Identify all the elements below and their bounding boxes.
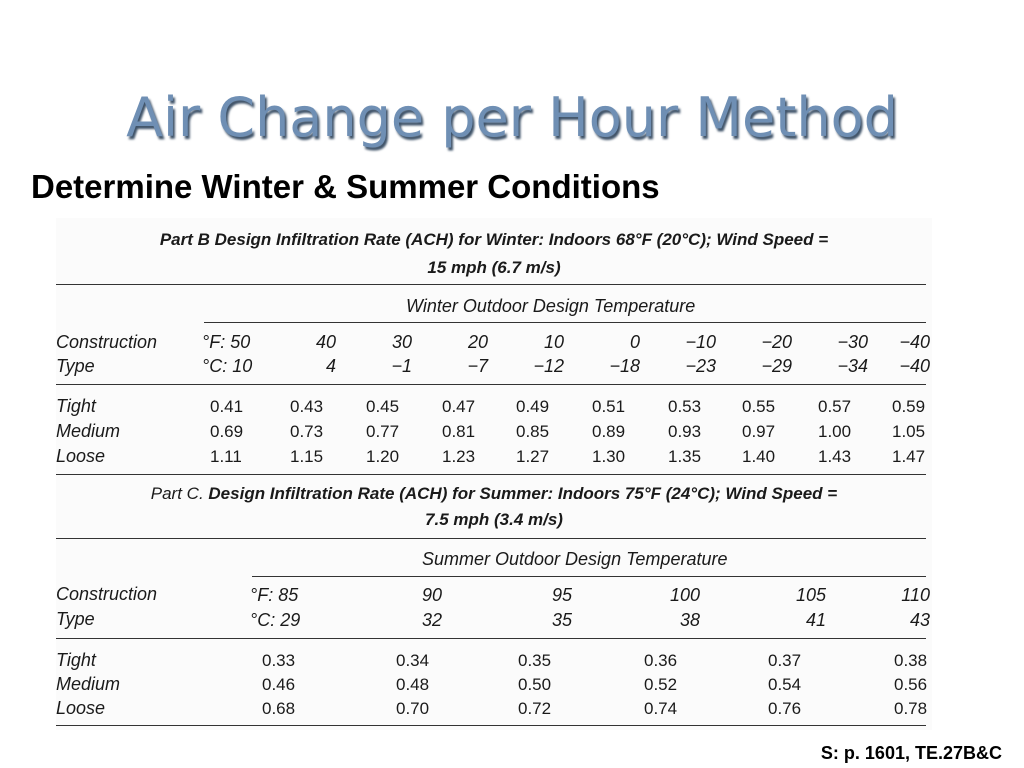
- part-b-cell: 0.57: [818, 397, 852, 416]
- part-b-cell: 1.30: [592, 447, 626, 466]
- part-b-temp-f: 40: [315, 332, 336, 352]
- part-c-temp-f: 105: [795, 585, 826, 605]
- part-b-row-label: Tight: [56, 396, 96, 416]
- part-b-heading-line2: 15 mph (6.7 m/s): [427, 258, 561, 277]
- part-c-heading-prefix: Part C.: [150, 484, 204, 503]
- part-c-row-header-2: Type: [56, 609, 95, 629]
- part-c-cell: 0.78: [894, 699, 928, 718]
- part-b-cell: 0.97: [742, 422, 776, 441]
- part-b-temp-c: −12: [533, 356, 564, 376]
- part-c-temp-f: 100: [669, 585, 700, 605]
- part-c-temp-c: 41: [805, 610, 826, 630]
- slide-title: Air Change per Hour Method: [126, 86, 898, 149]
- part-b-cell: 0.53: [668, 397, 702, 416]
- part-b-cell: 0.73: [290, 422, 324, 441]
- part-b-cell: 1.23: [442, 447, 476, 466]
- part-b-temp-c: °C: 10: [202, 356, 253, 376]
- part-c-row-label: Medium: [56, 674, 121, 694]
- part-c-header-rule: [56, 638, 926, 639]
- part-b-cell: 1.47: [892, 447, 926, 466]
- part-b-cell: 1.35: [668, 447, 702, 466]
- part-c-cell: 0.76: [768, 699, 802, 718]
- part-b-cell: 0.93: [668, 422, 702, 441]
- part-c-temp-f: 95: [551, 585, 572, 605]
- part-c-heading-text: Design Infiltration Rate (ACH) for Summer: Indoors 75°F (24°C); Wind Speed =: [208, 484, 838, 503]
- part-c-cell: 0.38: [894, 651, 928, 670]
- part-c-temp-f: 110: [901, 585, 930, 605]
- part-b-temp-c: −1: [391, 356, 412, 376]
- part-b-cell: 1.40: [742, 447, 776, 466]
- part-b-group-header: Winter Outdoor Design Temperature: [406, 296, 696, 316]
- part-b-cell: 1.15: [290, 447, 324, 466]
- part-b-temp-f: −40: [899, 332, 930, 352]
- part-b-temp-f: 20: [467, 332, 488, 352]
- part-c-row-label: Tight: [56, 650, 96, 670]
- part-c-cell: 0.37: [768, 651, 802, 670]
- part-c-cell: 0.70: [396, 699, 430, 718]
- part-c-cell: 0.33: [262, 651, 296, 670]
- part-c-row-label: Loose: [56, 698, 106, 718]
- part-b-cell: 0.77: [366, 422, 400, 441]
- part-c-cell: 0.50: [518, 675, 552, 694]
- part-c-cell: 0.74: [644, 699, 678, 718]
- part-c-group-rule: [252, 576, 926, 577]
- part-c-temp-c: 35: [551, 610, 572, 630]
- part-c-cell: 0.35: [518, 651, 552, 670]
- part-c-cell: 0.56: [894, 675, 928, 694]
- part-b-cell: 0.45: [366, 397, 400, 416]
- part-b-cell: 0.49: [516, 397, 550, 416]
- part-c-temp-c: 32: [421, 610, 442, 630]
- part-b-temp-c: −23: [685, 356, 716, 376]
- part-b-group-rule: [204, 322, 926, 323]
- part-b-cell: 0.55: [742, 397, 776, 416]
- part-b-temp-f: −10: [685, 332, 716, 352]
- part-b-temp-f: −20: [761, 332, 792, 352]
- part-c-temp-f: 90: [421, 585, 442, 605]
- part-b-temp-c: −40: [899, 356, 930, 376]
- part-b-temp-f: 0: [629, 332, 640, 352]
- part-c-cell: 0.54: [768, 675, 802, 694]
- part-b-cell: 0.43: [290, 397, 324, 416]
- part-b-heading-line1: Part B Design Infiltration Rate (ACH) for Winter: Indoors 68°F (20°C); Wind Speed =: [159, 230, 829, 249]
- part-b-temp-f: −30: [837, 332, 868, 352]
- part-c-cell: 0.36: [644, 651, 678, 670]
- part-b-temp-f: °F: 50: [202, 332, 251, 352]
- part-b-temp-c: −29: [761, 356, 792, 376]
- part-b-cell: 1.00: [818, 422, 852, 441]
- part-c-group-header: Summer Outdoor Design Temperature: [422, 549, 728, 569]
- part-b-cell: 0.51: [592, 397, 626, 416]
- part-b-temp-c: 4: [325, 356, 336, 376]
- part-b-bottom-rule: [56, 474, 926, 475]
- part-b-cell: 1.27: [516, 447, 550, 466]
- part-c-temp-c: 43: [909, 610, 930, 630]
- part-b-temp-f: 30: [391, 332, 412, 352]
- part-c-bottom-rule: [56, 725, 926, 726]
- part-b-row-label: Medium: [56, 421, 121, 441]
- part-b-cell: 1.05: [892, 422, 926, 441]
- slide-subtitle: Determine Winter & Summer Conditions: [31, 168, 660, 205]
- part-c-heading-line2: 7.5 mph (3.4 m/s): [425, 510, 563, 529]
- part-b-cell: 0.89: [592, 422, 626, 441]
- part-c-row-header-1: Construction: [56, 584, 158, 604]
- part-b-temp-c: −7: [467, 356, 488, 376]
- part-b-temp-c: −18: [609, 356, 640, 376]
- part-c-cell: 0.52: [644, 675, 678, 694]
- part-c-cell: 0.34: [396, 651, 430, 670]
- part-b-top-rule: [56, 284, 926, 285]
- part-b-row-header-2: Type: [56, 356, 95, 376]
- part-c-cell: 0.68: [262, 699, 296, 718]
- part-b-cell: 0.59: [892, 397, 926, 416]
- part-b-cell: 0.81: [442, 422, 476, 441]
- part-b-cell: 0.69: [210, 422, 244, 441]
- part-b-cell: 1.43: [818, 447, 852, 466]
- part-b-row-label: Loose: [56, 446, 106, 466]
- part-c-cell: 0.46: [262, 675, 296, 694]
- part-c-temp-c: 38: [679, 610, 700, 630]
- part-c-cell: 0.48: [396, 675, 430, 694]
- part-b-temp-f: 10: [543, 332, 564, 352]
- part-c-temp-f: °F: 85: [250, 585, 299, 605]
- scanned-table-image: [56, 218, 932, 730]
- part-b-temp-c: −34: [837, 356, 868, 376]
- part-b-cell: 0.85: [516, 422, 550, 441]
- part-b-cell: 0.47: [442, 397, 476, 416]
- part-c-temp-c: °C: 29: [250, 610, 301, 630]
- part-b-cell: 1.11: [210, 447, 242, 466]
- part-b-cell: 1.20: [366, 447, 400, 466]
- part-b-row-header-1: Construction: [56, 332, 158, 352]
- source-citation: S: p. 1601, TE.27B&C: [820, 743, 1002, 763]
- part-c-heading-line1: [56, 484, 932, 504]
- part-b-cell: 0.41: [210, 397, 244, 416]
- part-c-cell: 0.72: [518, 699, 552, 718]
- part-b-header-rule: [56, 384, 926, 385]
- part-c-top-rule: [56, 538, 926, 539]
